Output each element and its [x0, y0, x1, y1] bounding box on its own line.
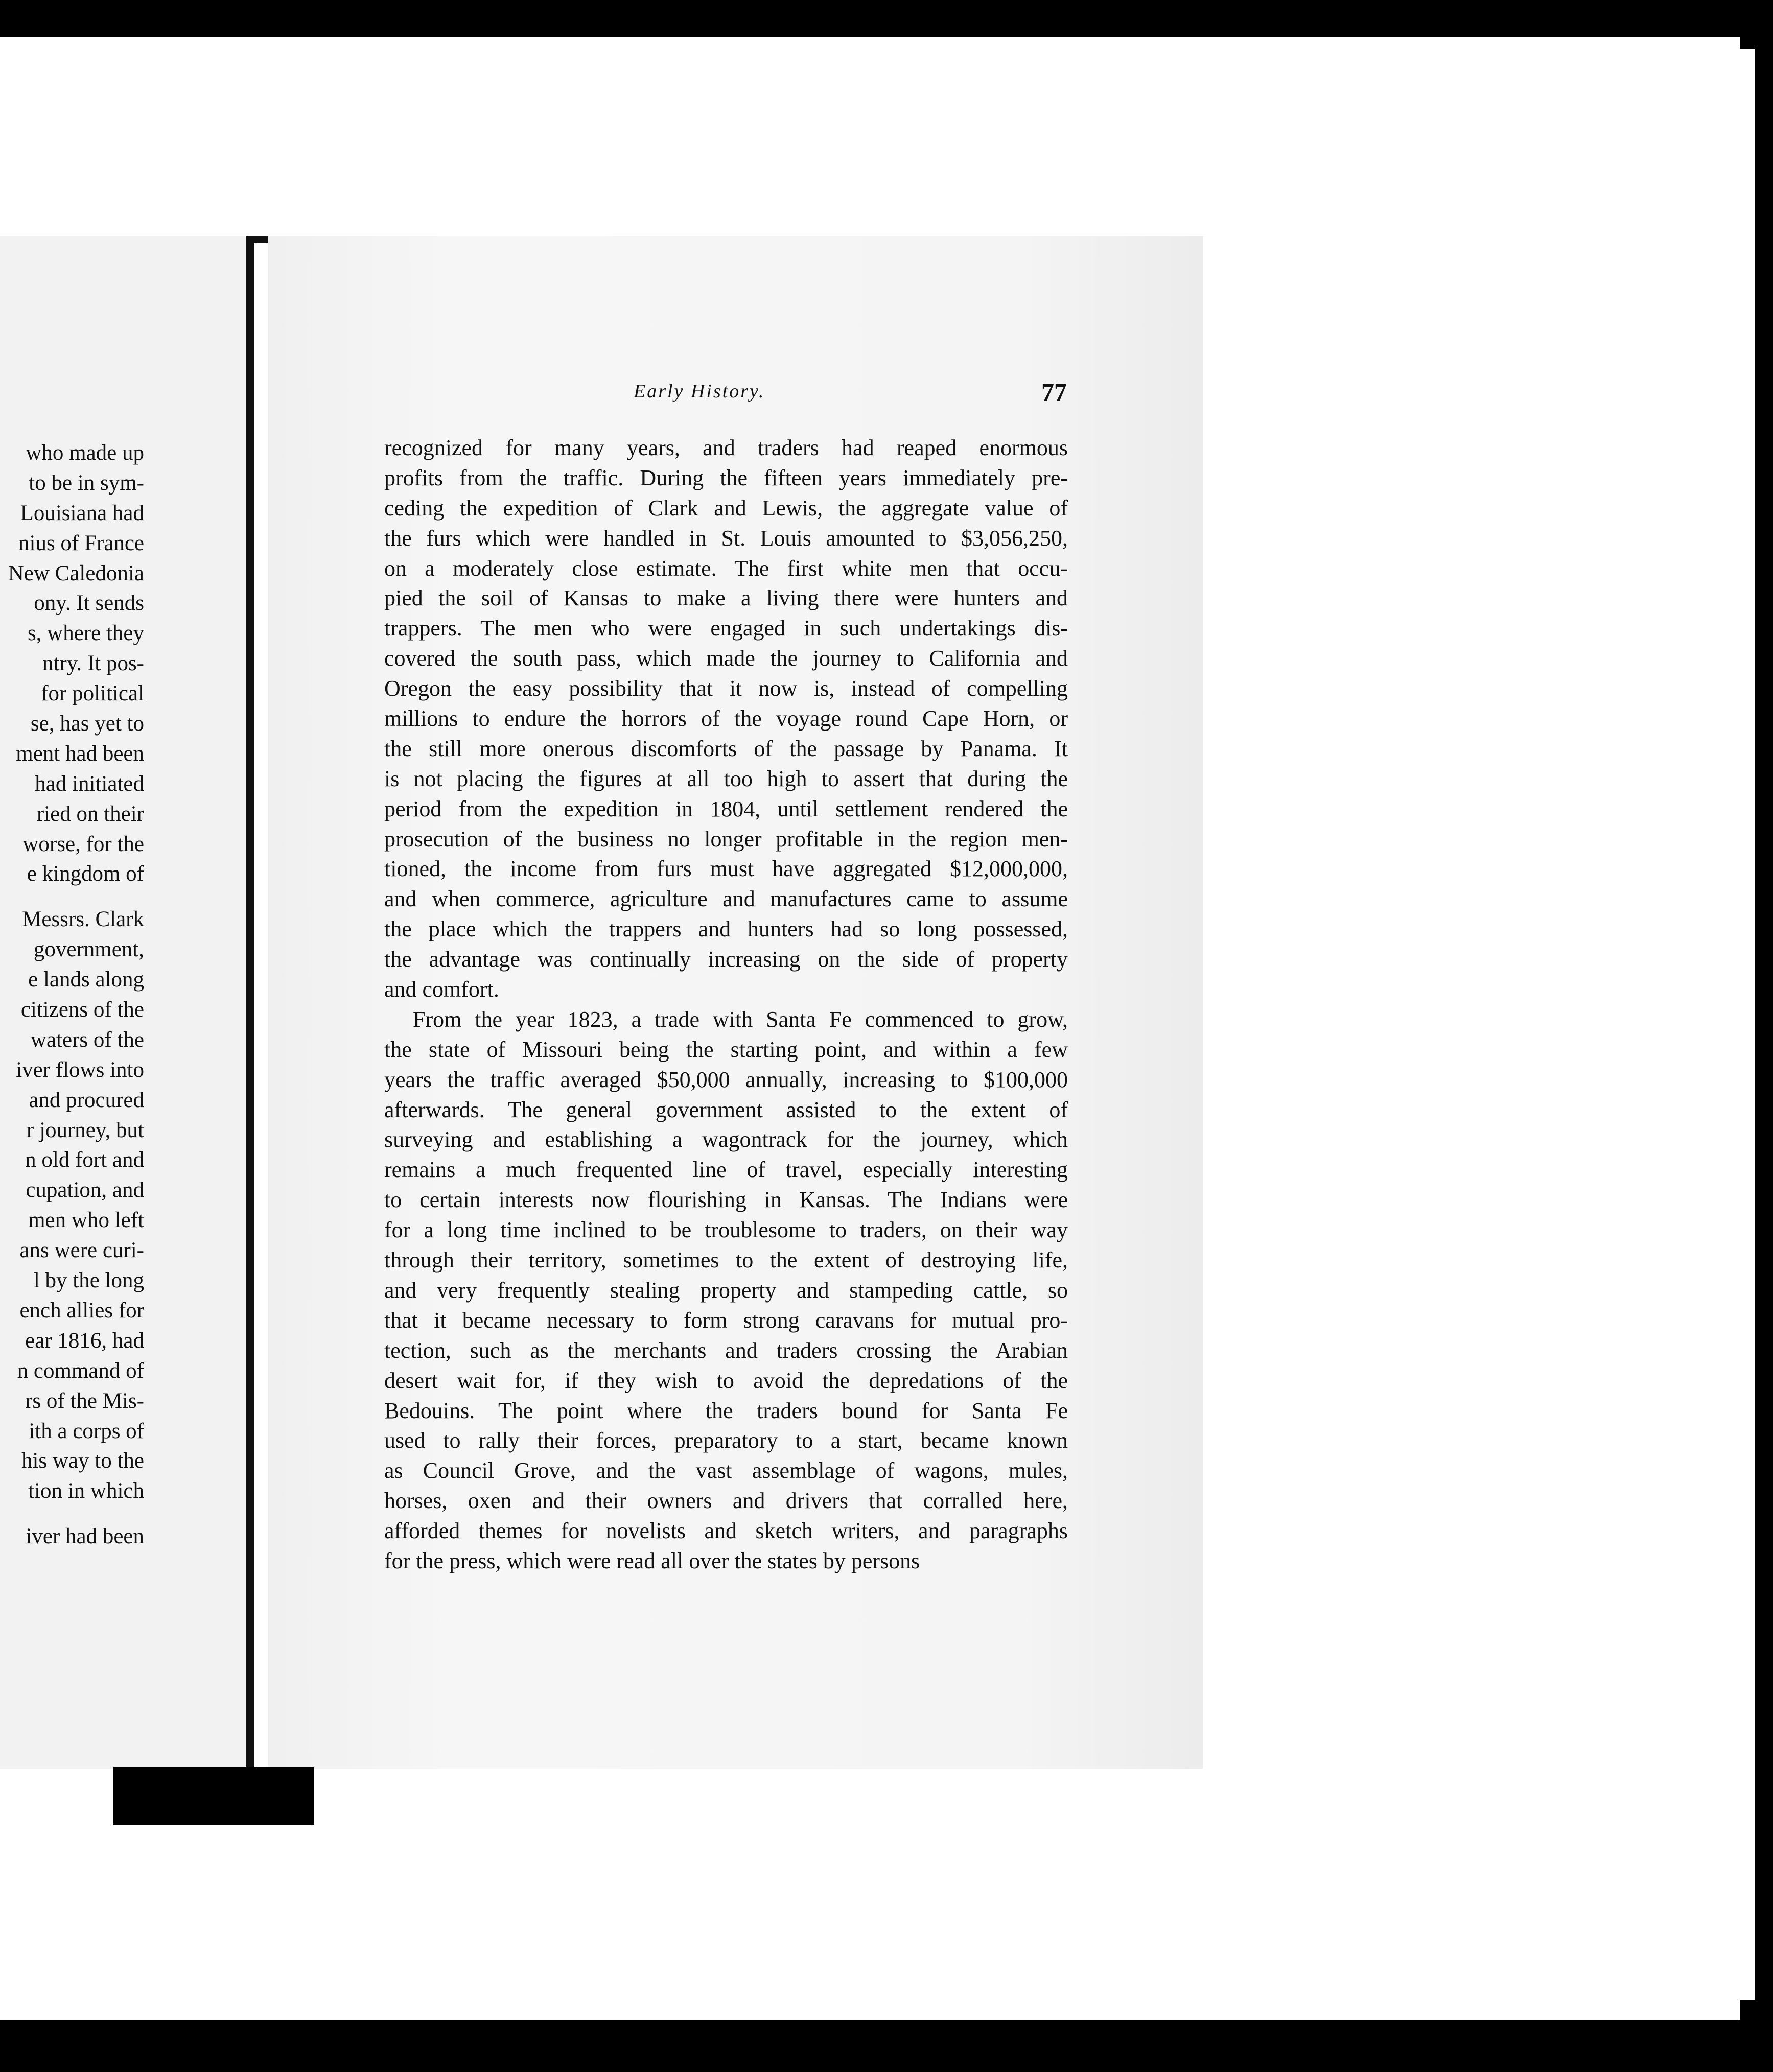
text-line: e lands along — [28, 968, 144, 992]
text-line: e kingdom of — [27, 862, 144, 886]
text-line: used to rally their forces, preparatory to a start, became known — [384, 1428, 1068, 1453]
page-body — [384, 433, 1068, 1576]
text-line: ony. It sends — [34, 591, 144, 616]
text-line: Messrs. Clark — [22, 907, 144, 932]
text-line: citizens of the — [20, 998, 144, 1022]
text-line: Bedouins. The point where the traders bound for Santa Fe — [384, 1398, 1068, 1423]
text-line: tection, such as the merchants and traders crossing the Arabian — [384, 1337, 1068, 1363]
text-line: had initiated — [35, 771, 144, 796]
running-head: Early History. — [634, 381, 765, 402]
left-page-block-b — [0, 905, 144, 1506]
text-line: covered the south pass, which made the journey to California and — [384, 646, 1068, 671]
text-line: who made up — [26, 441, 144, 465]
text-line: rs of the Mis- — [25, 1388, 144, 1413]
scan-border-bottom — [0, 2020, 1773, 2072]
text-line: ried on their — [36, 802, 144, 826]
text-line: horses, oxen and their owners and drivers that corralled here, — [384, 1488, 1068, 1514]
text-line: nius of France — [18, 531, 144, 555]
text-line: se, has yet to — [30, 712, 144, 736]
text-line: is not placing the figures at all too high to assert that during the — [384, 766, 1068, 791]
text-line: to certain interests now flourishing in Kansas. The Indians were — [384, 1187, 1068, 1213]
text-line: the state of Missouri being the starting point, and within a few — [384, 1037, 1068, 1062]
text-line: prosecution of the business no longer profitable in the region men- — [384, 826, 1068, 852]
text-line: recognized for many years, and traders had reaped enormous — [384, 435, 1068, 460]
text-line: ment had been — [16, 741, 144, 766]
page-number: 77 — [1041, 378, 1067, 406]
text-line: as Council Grove, and the vast assemblage of wagons, mules, — [384, 1458, 1068, 1484]
text-line: profits from the traffic. During the fifteen years immediately pre- — [384, 465, 1068, 490]
text-line: ith a corps of — [29, 1419, 144, 1443]
text-line: iver had been — [26, 1524, 144, 1549]
text-line: afterwards. The general government assisted to the extent of — [384, 1097, 1068, 1122]
text-line: l by the long — [33, 1268, 144, 1293]
paragraph-2 — [384, 1005, 1068, 1576]
text-line: ench allies for — [19, 1298, 144, 1323]
text-line: trappers. The men who were engaged in such undertakings dis- — [384, 616, 1068, 641]
text-line: afforded themes for novelists and sketch writers, and paragraphs — [384, 1518, 1068, 1544]
text-line: tion in which — [28, 1479, 144, 1503]
text-line: remains a much frequented line of travel, especially interesting — [384, 1157, 1068, 1183]
text-line: to be in sym- — [29, 470, 144, 495]
text-line: and comfort. — [384, 977, 499, 1002]
text-line: for the press, which were read all over the states by persons — [384, 1548, 920, 1573]
text-line: waters of the — [30, 1027, 144, 1052]
text-line: for political — [41, 681, 144, 706]
text-line: s, where they — [27, 621, 144, 646]
text-line: desert wait for, if they wish to avoid the depredations of the — [384, 1368, 1068, 1393]
text-line: and procured — [29, 1088, 144, 1112]
text-line: the furs which were handled in St. Louis amounted to $3,056,250, — [384, 525, 1068, 551]
text-line: r journey, but — [26, 1118, 144, 1142]
text-line: ear 1816, had — [25, 1328, 144, 1353]
text-line: New Caledonia — [8, 561, 144, 585]
text-line: men who left — [28, 1208, 144, 1233]
text-line: worse, for the — [22, 832, 144, 856]
text-line: for a long time inclined to be troublesome to traders, on their way — [384, 1217, 1068, 1243]
text-line: the advantage was continually increasing on the side of property — [384, 947, 1068, 972]
left-page-block-c — [0, 1522, 144, 1552]
text-line: government, — [33, 937, 144, 962]
text-line: period from the expedition in 1804, until settlement rendered the — [384, 796, 1068, 821]
text-line: iver flows into — [16, 1057, 144, 1082]
scan-sheet-edge — [1722, 49, 1755, 2000]
text-line: tioned, the income from furs must have aggregated $12,000,000, — [384, 856, 1068, 882]
text-line: n command of — [17, 1358, 144, 1383]
text-line: his way to the — [21, 1449, 144, 1473]
text-line: through their territory, sometimes to the extent of destroying life, — [384, 1247, 1068, 1273]
text-line: years the traffic averaged $50,000 annually, increasing to $100,000 — [384, 1067, 1068, 1092]
left-page-text — [0, 438, 144, 1552]
text-line: the place which the trappers and hunters had so long possessed, — [384, 916, 1068, 942]
text-line: n old fort and — [25, 1148, 144, 1172]
text-line: ans were curi- — [19, 1238, 144, 1263]
text-line: From the year 1823, a trade with Santa Fe commenced to grow, — [413, 1006, 1068, 1032]
left-page-block-a — [0, 438, 144, 889]
text-line: cupation, and — [26, 1178, 144, 1203]
text-line: that it became necessary to form strong caravans for mutual pro- — [384, 1307, 1068, 1333]
text-line: millions to endure the horrors of the voyage round Cape Horn, or — [384, 706, 1068, 732]
text-line: surveying and establishing a wagontrack for the journey, which — [384, 1127, 1068, 1152]
text-line: ntry. It pos- — [42, 651, 144, 676]
paragraph-1 — [384, 433, 1068, 1005]
text-line: ceding the expedition of Clark and Lewis, the aggregate value of — [384, 495, 1068, 521]
text-line: and very frequently stealing property and stampeding cattle, so — [384, 1277, 1068, 1303]
text-line: pied the soil of Kansas to make a living there were hunters and — [384, 585, 1068, 611]
book-gutter — [246, 236, 254, 1769]
text-line: and when commerce, agriculture and manufactures came to assume — [384, 886, 1068, 912]
text-line: the still more onerous discomforts of the passage by Panama. It — [384, 736, 1068, 761]
text-line: Oregon the easy possibility that it now is, instead of compelling — [384, 676, 1068, 701]
text-line: on a moderately close estimate. The first white men that occu- — [384, 555, 1068, 581]
text-line: Louisiana had — [20, 501, 144, 525]
scan-mark — [113, 1767, 314, 1825]
